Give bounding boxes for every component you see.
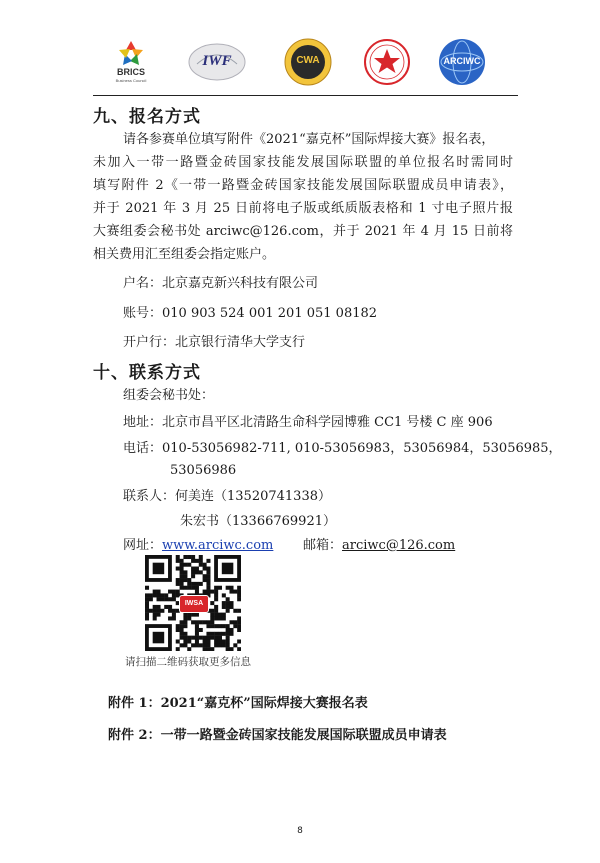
website-label: 网址： [123,538,163,553]
contact-2: 朱宏书（13366769921） [180,514,336,529]
section-9-para-line-6: 相关费用汇至组委会指定账户。 [93,247,276,262]
website-link[interactable]: www.arciwc.com [162,538,274,553]
phone-line-2: 53056986 [170,463,237,478]
iwf-logo-text: IWF [202,53,232,69]
arciwc-logo [438,38,486,86]
arciwc-logo-text: ARCIWC [443,56,481,66]
section-9-para-line-2: 未加入一带一路暨金砖国家技能发展国际联盟的单位报名时需同时 [93,155,513,170]
section-9-para-line-5: 大赛组委会秘书处 arciwc@126.com，并于 2021 年 4 月 15 日前将 [93,224,513,239]
section-9-title: 九、报名方式 [93,107,201,127]
brics-logo [102,38,160,86]
account-number: 账号：010 903 524 001 201 051 08182 [123,306,378,321]
email-label: 邮箱： [303,538,343,553]
qr-center-text: IWSA [184,600,204,607]
iwf-logo [187,42,247,82]
cwa-logo [284,38,332,86]
section-9-para-line-3: 填写附件 2《一带一路暨金砖国家技能发展国际联盟成员申请表》， [93,178,513,193]
email-row [303,534,455,557]
section-9-para-line-4: 并于 2021 年 3 月 25 日前将电子版或纸质版表格和 1 寸电子照片报 [93,201,513,216]
secretariat-label: 组委会秘书处： [123,388,215,403]
bank-branch: 开户行：北京银行清华大学支行 [123,335,306,350]
header-divider [93,95,518,96]
section-9-para-line-1: 请各参赛单位填写附件《2021“嘉克杯”国际焊接大赛》报名表， [123,132,495,147]
page-number: 8 [297,826,303,836]
brics-logo-title: BRICS [116,67,145,77]
qr-code [145,555,241,651]
qr-caption: 请扫描二维码获取更多信息 [125,656,251,668]
qr-center-badge [179,595,209,613]
cwa-logo-text: CWA [296,55,320,66]
attachment-1: 附件 1：2021“嘉克杯”国际焊接大赛报名表 [108,696,368,711]
red-star-logo [364,39,410,85]
email-link[interactable]: arciwc@126.com [342,538,456,553]
header-logos [100,38,530,86]
section-10-title: 十、联系方式 [93,363,201,383]
brics-logo-subtitle: Business Council [115,78,147,83]
phone-line-1: 电话：010-53056982-711, 010-53056983，53056984，53056985， [123,441,562,456]
address: 地址：北京市昌平区北清路生命科学园博雅 CC1 号楼 C 座 906 [123,415,493,430]
attachment-2: 附件 2：一带一路暨金砖国家技能发展国际联盟成员申请表 [108,728,447,743]
account-name: 户名：北京嘉克新兴科技有限公司 [123,276,319,291]
contact-1: 联系人：何美连（13520741338） [123,489,331,504]
website-row [123,534,273,557]
